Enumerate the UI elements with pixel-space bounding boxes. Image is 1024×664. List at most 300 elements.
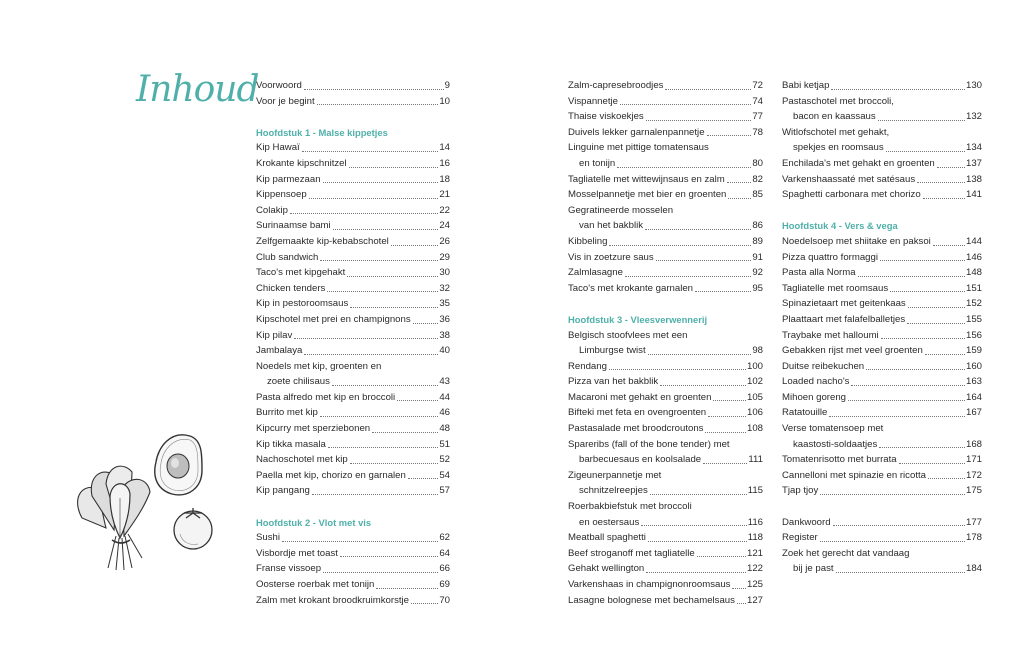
toc-entry-title: Lasagne bolognese met bechamelsaus [568,594,735,606]
page-number: 118 [747,532,763,544]
page-number: 62 [439,532,450,544]
toc-entry[interactable] [782,94,982,125]
dot-leader [290,213,438,214]
toc-entry[interactable] [256,390,450,406]
dot-leader [320,416,438,417]
page-number: 175 [965,485,982,497]
toc-entry[interactable] [256,156,450,172]
dot-leader [708,416,746,417]
toc-entry-title: Gehakt wellington [568,563,645,575]
toc-entry[interactable] [256,452,450,468]
dot-leader [609,245,751,246]
toc-entry-title: Gebakken rijst met veel groenten [782,345,923,357]
toc-entry[interactable] [256,78,450,94]
toc-entry[interactable] [568,140,763,171]
toc-entry[interactable] [782,265,982,281]
toc-entry[interactable] [256,593,450,609]
toc-entry-title: Vis in zoetzure saus [568,251,654,263]
dot-leader [917,182,965,183]
toc-entry[interactable] [782,78,982,94]
page-number: 108 [746,423,763,435]
toc-entry[interactable] [256,561,450,577]
toc-column-1 [256,78,450,608]
toc-entry-title: Paella met kip, chorizo en garnalen [256,469,406,481]
page-number: 121 [746,547,763,559]
page-number: 44 [439,391,450,403]
toc-entry[interactable] [256,468,450,484]
toc-entry-title: Tagliatelle met roomsaus [782,282,889,294]
toc-entry[interactable] [568,109,763,125]
dot-leader [836,572,965,573]
toc-entry[interactable] [568,125,763,141]
toc-entry[interactable] [568,359,763,375]
dot-leader [327,291,438,292]
toc-entry-title: Cannelloni met spinazie en ricotta [782,469,926,481]
toc-entry[interactable] [782,328,982,344]
page-number: 82 [752,173,763,185]
page-number: 24 [439,220,450,232]
toc-entry-title: Voorwoord [256,80,302,91]
toc-entry-title: schnitzelreepjes [579,485,648,497]
toc-entry-title: Spinazietaart met geitenkaas [782,298,906,310]
dot-leader [851,385,965,386]
page-number: 167 [965,407,982,419]
toc-entry-title: Mihoen goreng [782,391,847,403]
toc-entry-title-line: Zigeunerpannetje met [568,469,662,481]
page-number: 122 [746,563,763,575]
toc-entry[interactable] [256,265,450,281]
page-number: 116 [747,516,763,528]
tomato-icon [174,508,212,549]
toc-entry-title: Mosselpannetje met bier en groenten [568,189,727,201]
toc-entry[interactable] [256,234,450,250]
page-number: 36 [439,313,450,325]
toc-entry[interactable] [568,281,763,297]
toc-entry-title: Register [782,532,818,544]
page-number: 144 [965,235,982,247]
page-number: 160 [965,360,982,372]
dot-leader [737,603,746,604]
toc-entry-title: Voor je begint [256,95,315,107]
page-number: 105 [746,391,763,403]
toc-entry[interactable] [568,203,763,234]
toc-entry-title: Loaded nacho's [782,376,850,388]
toc-entry[interactable] [256,437,450,453]
toc-entry[interactable] [568,250,763,266]
toc-entry-title: zoete chilisaus [267,376,330,388]
toc-entry-title: Chicken tenders [256,282,326,294]
dot-leader [697,556,746,557]
dot-leader [713,400,746,401]
dot-leader [907,323,965,324]
page-number: 151 [965,282,982,294]
toc-entry-title: Dankwoord [782,516,831,528]
dot-leader [820,541,965,542]
toc-entry-title: Burrito met kip [256,407,318,419]
page-number: 29 [439,251,450,263]
toc-entry[interactable] [568,78,763,94]
toc-entry[interactable] [782,515,982,531]
page-number: 54 [439,469,450,481]
dot-leader [937,167,965,168]
toc-entry-title: bij je past [793,563,834,575]
toc-entry[interactable] [256,530,450,546]
section-spacer [256,499,450,515]
toc-entry[interactable] [568,437,763,468]
section-spacer [782,499,982,515]
dot-leader [347,276,438,277]
toc-entry[interactable] [568,405,763,421]
toc-entry-title: Kip tikka masala [256,438,326,450]
toc-column-3 [782,78,982,577]
toc-entry-title-line: Witlofschotel met gehakt, [782,126,890,138]
toc-entry-title: Surinaamse bami [256,220,331,232]
toc-entry-title: Varkenshaassaté met satésaus [782,173,916,185]
dot-leader [660,385,746,386]
toc-entry[interactable] [568,561,763,577]
toc-entry[interactable] [782,374,982,390]
toc-entry-title-line: Noedels met kip, groenten en [256,360,382,372]
page-number: 146 [965,251,982,263]
toc-entry[interactable] [256,359,450,390]
dot-leader [878,120,965,121]
page-number: 22 [439,204,450,216]
dot-leader [899,463,965,464]
dot-leader [831,89,965,90]
toc-entry[interactable] [782,343,982,359]
toc-entry[interactable] [782,405,982,421]
toc-entry[interactable] [568,530,763,546]
page-number: 21 [439,189,450,201]
chapter-heading: Hoofdstuk 2 - Vlot met vis [256,516,372,528]
toc-entry[interactable] [782,483,982,499]
toc-entry[interactable] [256,405,450,421]
toc-entry[interactable] [782,281,982,297]
page-title: Inhoud [136,69,259,110]
toc-entry[interactable] [256,296,450,312]
page-number: 86 [752,220,763,232]
dot-leader [376,588,438,589]
dot-leader [620,104,751,105]
dot-leader [309,198,439,199]
page-number: 74 [752,95,763,107]
toc-entry-title: en tonijn [579,157,616,169]
toc-entry-title: Zalm met krokant broodkruimkorstje [256,594,410,606]
toc-entry-title: Pasta alfredo met kip en broccoli [256,391,396,403]
toc-entry-title: Babi ketjap [782,80,830,91]
dot-leader [728,198,751,199]
toc-entry[interactable] [782,296,982,312]
dot-leader [411,603,438,604]
toc-entry-title: Pasta alla Norma [782,267,856,279]
page-number: 30 [439,267,450,279]
page-number: 100 [746,360,763,372]
dot-leader [294,338,438,339]
page-number: 171 [965,454,982,466]
toc-entry-title: Tomatenrisotto met burrata [782,454,897,466]
page-number: 106 [746,407,763,419]
dot-leader [879,447,965,448]
toc-entry[interactable] [568,421,763,437]
dot-leader [641,525,746,526]
dot-leader [648,541,747,542]
toc-entry-title: Vispannetje [568,95,618,107]
toc-entry-title-line: Linguine met pittige tomatensaus [568,142,709,154]
toc-entry-title: van het bakblik [579,220,643,232]
toc-entry-title: Duitse reibekuchen [782,360,865,372]
page-number: 156 [965,329,982,341]
chapter-heading: Hoofdstuk 3 - Vleesverwennerij [568,313,708,325]
toc-entry[interactable] [256,546,450,562]
toc-entry[interactable] [782,156,982,172]
toc-entry[interactable] [568,390,763,406]
toc-entry-title: Duivels lekker garnalenpannetje [568,126,705,138]
toc-entry[interactable] [256,187,450,203]
toc-entry[interactable] [256,483,450,499]
toc-entry[interactable] [256,312,450,328]
toc-entry-title-line: Verse tomatensoep met [782,423,884,435]
dot-leader [665,89,751,90]
toc-entry-title: Taco's met kipgehakt [256,267,346,279]
toc-entry-title-line: Pastaschotel met broccoli, [782,95,894,107]
dot-leader [848,400,965,401]
page-number: 89 [752,235,763,247]
dot-leader [650,494,747,495]
page-number: 10 [439,95,450,107]
dot-leader [829,416,965,417]
toc-entry-title: Kip pangang [256,485,310,497]
toc-entry[interactable] [782,234,982,250]
dot-leader [323,182,439,183]
toc-entry-title: Colakip [256,204,288,216]
page-number: 132 [965,111,982,123]
toc-entry-title: Pizza quattro formaggi [782,251,878,263]
toc-entry[interactable] [568,593,763,609]
vegetable-illustration [62,418,232,578]
toc-entry-title: Kip in pestoroomsaus [256,298,349,310]
dot-leader [707,135,752,136]
toc-entry-title: Sushi [256,532,280,544]
page-number: 77 [752,111,763,123]
dot-leader [886,151,965,152]
toc-entry[interactable] [782,468,982,484]
toc-entry-title: Plaattaart met falafelballetjes [782,313,906,325]
page-number: 16 [439,157,450,169]
dot-leader [648,354,752,355]
dot-leader [625,276,751,277]
toc-entry-title: Beef stroganoff met tagliatelle [568,547,695,559]
toc-entry[interactable] [256,94,450,110]
toc-entry[interactable] [256,172,450,188]
dot-leader [703,463,747,464]
dot-leader [340,556,438,557]
page-number: 152 [965,298,982,310]
toc-entry[interactable] [782,530,982,546]
toc-entry-title: Enchilada's met gehakt en groenten [782,157,935,169]
toc-entry[interactable] [256,281,450,297]
chapter-heading: Hoofdstuk 4 - Vers & vega [782,220,898,232]
toc-entry[interactable] [782,421,982,452]
page-number: 102 [746,376,763,388]
toc-entry-title-line: Belgisch stoofvlees met een [568,329,688,341]
page-number: 80 [752,157,763,169]
page-number: 9 [444,80,450,91]
toc-entry[interactable] [568,328,763,359]
toc-entry[interactable] [568,577,763,593]
toc-entry-title: Club sandwich [256,251,319,263]
page-number: 111 [748,454,763,466]
toc-entry[interactable] [568,94,763,110]
toc-entry[interactable] [256,577,450,593]
toc-entry-title: Taco's met krokante garnalen [568,282,694,294]
toc-entry-title: Varkenshaas in champignonroomsaus [568,579,731,590]
page-number: 69 [439,579,450,590]
toc-entry-title-line: Spareribs (fall of the bone tender) met [568,438,730,450]
toc-entry-title: Kippensoep [256,189,307,201]
toc-entry[interactable] [256,328,450,344]
toc-entry[interactable] [568,187,763,203]
page-number: 98 [752,345,763,357]
toc-entry-title: Pizza van het bakblik [568,376,659,388]
page-number: 115 [747,485,763,497]
dot-leader [350,307,438,308]
toc-entry[interactable] [782,452,982,468]
toc-entry[interactable] [568,172,763,188]
page-number: 85 [752,189,763,201]
dot-leader [397,400,438,401]
page-number: 127 [746,594,763,606]
page-number: 125 [746,579,763,590]
toc-entry-title-line: Gegratineerde mosselen [568,204,674,216]
page-number: 51 [439,438,450,450]
toc-entry-title: en oestersaus [579,516,640,528]
toc-entry[interactable] [782,187,982,203]
toc-entry[interactable] [568,234,763,250]
dot-leader [317,104,439,105]
dot-leader [391,245,439,246]
toc-entry-title: Noedelsoep met shiitake en paksoi [782,235,931,247]
page-number: 35 [439,298,450,310]
dot-leader [372,432,438,433]
dot-leader [323,572,438,573]
toc-entry[interactable] [256,421,450,437]
page-number: 26 [439,235,450,247]
page-number: 172 [965,469,982,481]
toc-entry[interactable] [568,546,763,562]
toc-entry[interactable] [782,312,982,328]
dot-leader [408,478,438,479]
toc-entry-title: Traybake met halloumi [782,329,879,341]
toc-entry[interactable] [256,203,450,219]
toc-entry[interactable] [568,468,763,499]
chapter-heading: Hoofdstuk 1 - Malse kippetjes [256,126,388,138]
toc-entry[interactable] [782,172,982,188]
toc-entry[interactable] [568,499,763,530]
dot-leader [312,494,438,495]
page-number: 46 [439,407,450,419]
dot-leader [880,260,965,261]
page-number: 91 [752,251,763,263]
page-number: 138 [965,173,982,185]
toc-entry-title: barbecuesaus en koolsalade [579,454,702,466]
toc-entry-title-line: Roerbakbiefstuk met broccoli [568,501,692,513]
toc-entry[interactable] [782,359,982,375]
page-number: 137 [965,157,982,169]
dot-leader [705,432,746,433]
page-number: 40 [439,345,450,357]
toc-entry[interactable] [256,140,450,156]
toc-entry[interactable] [782,546,982,577]
toc-entry-title: Macaroni met gehakt en groenten [568,391,712,403]
page-number: 92 [752,267,763,279]
toc-entry[interactable] [568,265,763,281]
toc-entry-title: Nachoschotel met kip [256,454,348,466]
toc-entry-title: Spaghetti carbonara met chorizo [782,189,921,201]
dot-leader [609,369,746,370]
toc-entry-title: Franse vissoep [256,563,322,575]
toc-entry-title: kaastosti-soldaatjes [793,438,878,450]
page-number: 184 [965,563,982,575]
dot-leader [413,323,439,324]
section-spacer [568,296,763,312]
toc-entry[interactable] [782,390,982,406]
toc-entry-title: Ratatouille [782,407,828,419]
dot-leader [304,89,444,90]
dot-leader [923,198,965,199]
toc-entry[interactable] [782,125,982,156]
toc-entry[interactable] [256,343,450,359]
dot-leader [732,588,746,589]
toc-entry[interactable] [256,250,450,266]
page-number: 38 [439,329,450,341]
section-spacer [256,109,450,125]
toc-entry[interactable] [782,250,982,266]
toc-entry-title: Tagliatelle met wittewijnsaus en zalm [568,173,725,185]
toc-entry[interactable] [568,374,763,390]
toc-entry-title: bacon en kaassaus [793,111,876,123]
toc-entry-title: Kipcurry met sperziebonen [256,423,371,435]
toc-entry-title: Krokante kipschnitzel [256,157,347,169]
toc-entry-title: Kip parmezaan [256,173,321,185]
page-number: 163 [965,376,982,388]
dot-leader [908,307,965,308]
page-number: 95 [752,282,763,294]
toc-column-2 [568,78,763,608]
page-number: 66 [439,563,450,575]
toc-entry[interactable] [256,218,450,234]
toc-entry-title: Oosterse roerbak met tonijn [256,579,375,590]
dot-leader [349,167,439,168]
dot-leader [727,182,752,183]
toc-entry-title: Rendang [568,360,607,372]
page-number: 177 [965,516,982,528]
dot-leader [925,354,965,355]
dot-leader [333,229,439,230]
avocado-icon [155,435,202,495]
page-number: 130 [965,80,982,91]
page-number: 32 [439,282,450,294]
page-number: 178 [965,532,982,544]
dot-leader [890,291,965,292]
toc-entry-title: Kipschotel met prei en champignons [256,313,411,325]
right-page [512,0,1024,664]
toc-entry-title: Zelfgemaakte kip-kebabschotel [256,235,389,247]
dot-leader [820,494,965,495]
toc-entry-title: spekjes en roomsaus [793,142,884,154]
page-number: 141 [965,189,982,201]
dot-leader [858,276,965,277]
toc-entry-title: Pastasalade met broodcroutons [568,423,704,435]
